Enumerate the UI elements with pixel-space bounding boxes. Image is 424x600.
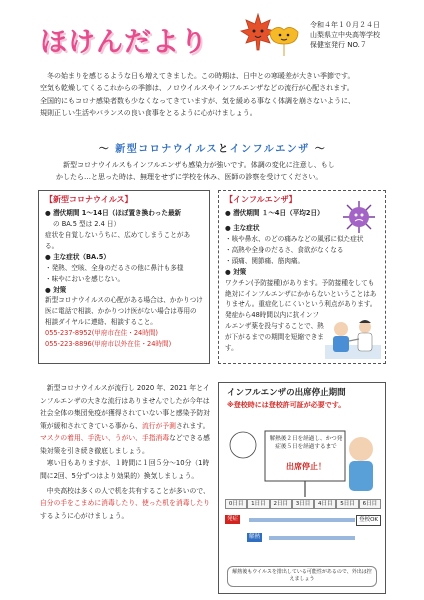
prevention-p4: 中央高校は多くの人で机を共有することが多いので、自分の手をこまめに消毒したり、使った机を消毒したりするように心がけましょう。 <box>40 486 210 520</box>
timeline-row-2 <box>225 531 381 545</box>
flu-symptom-line: ・頭痛、関節痛、筋肉痛。 <box>225 256 305 265</box>
stop-label: 出席停止！ <box>286 462 326 471</box>
covid-symptom-line: ・発熱、空咳、全身のだるさの他に鼻汁も多様 <box>45 263 184 272</box>
covid-incubation-head: ● 潜伏期間 1～14日（ほぼ置き換わった最新 <box>45 209 182 218</box>
flu-response-text: ワクチン(予防接種)があります。予防接種をしても絶対にインフルエンザにかからないということはありません。重症化しにくいという利点があります。 <box>225 278 377 309</box>
timeline-row-1 <box>225 513 381 527</box>
day-cell: 0日目 <box>225 499 247 509</box>
footer-note: 解熱後もウイルスを排出している可能性があるので、外出は控えましょう <box>227 566 377 588</box>
covid-title: 【新型コロナウイルス】 <box>45 195 133 204</box>
covid-box <box>38 190 210 364</box>
covid-symptom-head: ● 主な症状（BA.5） <box>45 252 110 261</box>
flu-period-title: インフルエンザの出席停止期間 <box>227 388 346 398</box>
school-name: 山梨県立中央高等学校 <box>310 31 380 40</box>
newsletter-title: ほけんだより <box>40 27 208 58</box>
day-cell: 1日目 <box>247 499 269 509</box>
intro-paragraph <box>40 70 390 119</box>
day-cell: 4日目 <box>314 499 336 509</box>
covid-incubation-head2: の BA.5 型は 2.4 日） <box>53 220 121 229</box>
onset-label: 発症 <box>227 516 239 522</box>
section-banner: ～ 新型コロナウイルスとインフルエンザ ～ <box>98 144 327 155</box>
flu-symptom-line: ・咳や鼻水、のどの痛みなどの風邪に似た症状 <box>225 235 364 244</box>
day-cell: 3日目 <box>292 499 314 509</box>
vaccination-illustration <box>325 315 381 359</box>
covid-response-head: ● 対策 <box>45 285 67 294</box>
flu-period-box <box>218 382 386 594</box>
covid-symptom-line: ・味やにおいを感じない。 <box>45 274 125 283</box>
flu-period-illustration <box>225 419 381 499</box>
virus-icon <box>341 199 377 235</box>
day-cell: 6日目 <box>359 499 381 509</box>
banner-flu: インフルエンザ <box>229 144 310 155</box>
flu-response-text2: 発症から48時間以内に抗インフルエンザ薬を投与することで、熱が下がるまでの期間を短縮できます。 <box>225 311 324 352</box>
flu-symptom-line: ・高熱や全身のだるさ、食欲がなくなる <box>225 246 344 255</box>
banner-line: かしたら…と思った時は、無理をせずに学校を休み、医師の診察を受けてください。 <box>56 172 323 181</box>
prevention-p2: マスクの着用、手洗い、うがい、手指消毒などできる感染対策を引き続き徹底しましょう。 <box>40 434 210 455</box>
timeline <box>225 499 381 545</box>
covid-phone-other[interactable]: 055-223-8896(甲府市以外在住・24時間) <box>45 339 172 348</box>
banner-covid: 新型コロナウイルス <box>115 144 219 155</box>
flu-period-note: ※登校時には登校許可証が必要です。 <box>227 401 346 410</box>
ginkgo-leaf-icon <box>268 22 300 58</box>
timeline-days <box>225 499 381 509</box>
sign-text: 解熱後２日を経過し、かつ発症後５日を経過するまで <box>269 436 343 451</box>
issue-number: 保健室発行 NO.７ <box>310 41 367 50</box>
fever-down-label: 解熱 <box>249 534 261 540</box>
flu-incubation-head: ● 潜伏期間 １～4日（平均2日） <box>225 209 324 218</box>
masthead <box>40 12 290 60</box>
intro-line: 冬の始まりを感じるような日も増えてきました。この時期は、日中との寒暖差が大きい季節です。 <box>47 72 355 80</box>
prevention-p3: 寒い日もありますが、１時間に１回５分～10分（1時間に2回、5分ずつはより効果的）換気しましょう。 <box>40 459 210 480</box>
issue-info <box>310 20 380 50</box>
day-cell: 5日目 <box>336 499 358 509</box>
intro-line: 規則正しい生活やバランスの良い食事をとるように心がけましょう。 <box>40 108 257 117</box>
prevention-text <box>40 382 212 522</box>
intro-line: 空気も乾燥してくるこれからの季節は、ノロウイルスやインフルエンザなどの流行が心配されます。 <box>40 84 354 93</box>
intro-line: 全国的にもコロナ感染者数も少なくなってきていますが、気を緩める事なく体調を崩さないように、 <box>40 96 355 105</box>
flu-symptom-head: ● 主な症状 <box>225 224 260 233</box>
banner-line: 新型コロナウイルスもインフルエンザも感染力が強いです。体調の変化に注意し、もし <box>63 161 335 169</box>
issue-date: 令和４年１０月２４日 <box>310 21 380 29</box>
flu-title: 【インフルエンザ】 <box>225 195 297 204</box>
ok-label: 登校OK <box>356 515 381 526</box>
banner-and: と <box>218 144 230 155</box>
covid-incubation-text: 症状を自覚しないうちに、広めてしまうことがある。 <box>45 231 191 251</box>
day-cell: 2日目 <box>270 499 292 509</box>
covid-response-text: 新型コロナウイルスの心配がある場合は、かかりつけ医に電話で相談、かかりつけ医がない場合は専用の相談ダイヤルに連絡、相談すること。 <box>45 296 203 327</box>
covid-phone-kofu[interactable]: 055-237-8952(甲府市在住・24時間) <box>45 329 158 338</box>
flu-box <box>218 190 386 364</box>
banner-description <box>56 160 386 184</box>
prevention-p1: 新型コロナウイルスが流行し 2020 年、2021 年とインフルエンザの大きな流行はありませんでしたが今年は社会全体の集団免疫が獲得されていない事と感染予防対策が緩和されてきている事から、流行が予測されます。 <box>40 384 210 430</box>
flu-response-head: ● 対策 <box>225 267 247 276</box>
